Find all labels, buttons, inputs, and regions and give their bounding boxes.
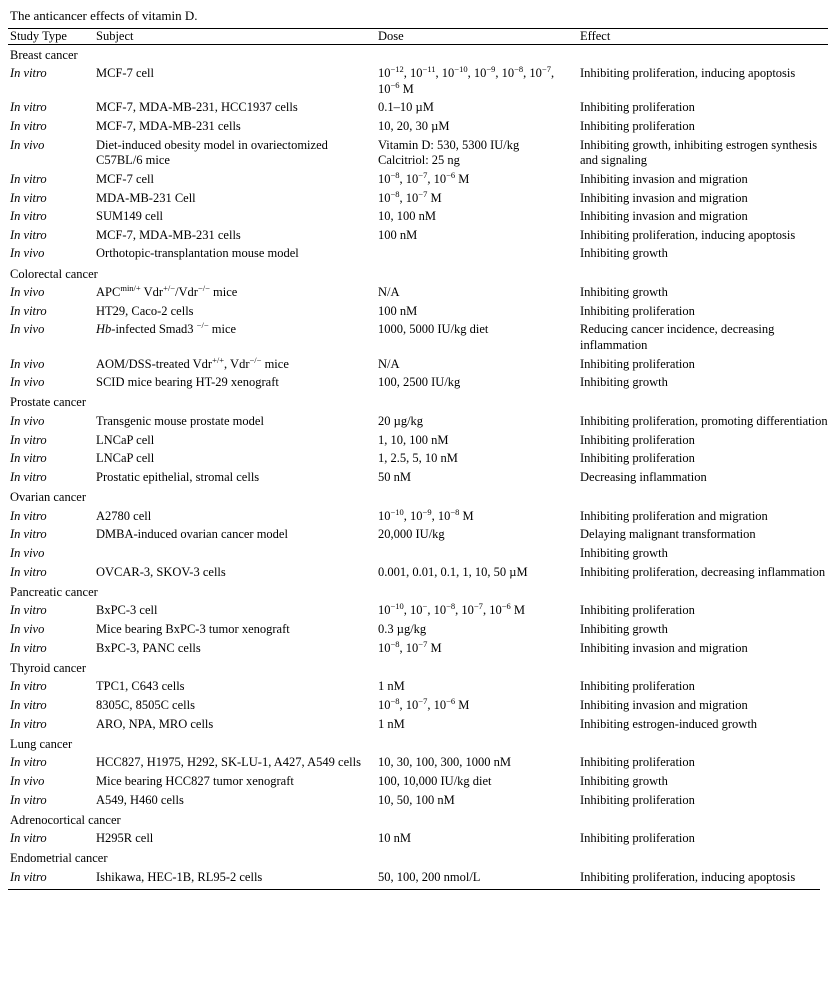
cell-effect: Inhibiting estrogen-induced growth [580,716,758,731]
group-label: Lung cancer [10,736,73,751]
cell-effect: Inhibiting invasion and migration [580,209,748,224]
cell-effect: Inhibiting proliferation and migration [580,508,768,523]
cell-effect: Decreasing inflammation [580,469,707,484]
table-row [8,869,828,888]
cell-subject: A549, H460 cells [96,792,184,807]
cell-subject: Diet-induced obesity model in ovariectomized C57BL/6 mice [96,137,328,168]
cell-effect: Inhibiting growth [580,621,668,636]
cell-subject: Ishikawa, HEC-1B, RL95-2 cells [96,870,263,885]
cell-dose: N/A [378,285,400,300]
table-row [8,136,828,170]
cell-study-type: In vivo [10,322,45,337]
table-group-row [8,810,828,830]
cell-dose: 10, 50, 100 nM [378,792,455,807]
cell-study-type: In vitro [10,870,47,885]
table-group-row [8,487,828,507]
cell-subject: Orthotopic-transplantation mouse model [96,246,299,261]
cell-study-type: In vivo [10,773,45,788]
cell-effect: Inhibiting proliferation [580,451,695,466]
cell-effect: Inhibiting proliferation [580,119,695,134]
table-group-row [8,582,828,602]
cell-dose: 0.3 µg/kg [378,621,427,636]
cell-study-type: In vitro [10,697,47,712]
cell-dose: Vitamin D: 530, 5300 IU/kg Calcitriol: 25 ng [378,137,520,168]
table-caption: The anticancer effects of vitamin D. [10,8,198,23]
cell-dose: 50 nM [378,469,411,484]
cell-dose: 100 nM [378,227,418,242]
cell-subject: TPC1, C643 cells [96,679,185,694]
table-row [8,245,828,264]
cell-study-type: In vitro [10,679,47,694]
cell-effect: Inhibiting proliferation [580,432,695,447]
cell-effect: Inhibiting proliferation [580,679,695,694]
cell-study-type: In vitro [10,100,47,115]
cell-dose: 50, 100, 200 nmol/L [378,870,481,885]
table-group-row [8,848,828,868]
table-row [8,639,828,658]
table-group-row [8,44,828,65]
cell-study-type: In vitro [10,469,47,484]
cell-study-type: In vivo [10,375,45,390]
table-group-row [8,658,828,678]
cell-dose: $10^{-8}$, $10^{-7}$ M [378,188,442,205]
table-row [8,450,828,469]
cell-subject: MCF-7, MDA-MB-231 cells [96,227,241,242]
group-label: Colorectal cancer [10,266,98,281]
cell-subject [88,544,376,563]
table-row [8,374,828,393]
table-row [8,526,828,545]
table-group-row [8,392,828,412]
table-row [8,65,828,99]
cell-dose: $10^{-8}$, $10^{-7}$, $10^{-6}$ M [378,169,470,186]
group-label: Thyroid cancer [10,660,87,675]
cell-dose: 1 nM [378,679,405,694]
cell-dose [376,544,578,563]
cell-study-type: In vitro [10,831,47,846]
cell-dose: N/A [378,356,400,371]
cell-study-type: In vitro [10,716,47,731]
table-row [8,413,828,432]
cell-subject: BxPC-3 cell [96,603,158,618]
cell-subject: MDA-MB-231 Cell [96,190,196,205]
cell-subject: DMBA-induced ovarian cancer model [96,527,288,542]
table-row [8,170,828,189]
cell-dose: $10^{-10}$, 10−, $10^{-8}$, $10^{-7}$, $10^{-6}$ M [378,601,525,618]
cell-dose: 20,000 IU/kg [378,527,445,542]
cell-subject: A2780 cell [96,508,152,523]
table-row [8,544,828,563]
cell-study-type: In vitro [10,227,47,242]
column-header-study-type: Study Type [8,28,88,44]
cell-effect: Inhibiting proliferation [580,356,695,371]
cell-dose: 10, 30, 100, 300, 1000 nM [378,755,511,770]
cell-study-type: In vitro [10,451,47,466]
group-label: Adrenocortical cancer [10,812,121,827]
table-group-row [8,734,828,754]
cell-study-type: In vitro [10,66,47,81]
cell-study-type: In vivo [10,414,45,429]
table-row [8,208,828,227]
cell-effect: Reducing cancer incidence, decreasing inflammation [580,322,775,353]
table-row [8,507,828,526]
group-label: Breast cancer [10,47,78,62]
table-row [8,431,828,450]
column-header-subject: Subject [88,28,376,44]
cell-subject: BxPC-3, PANC cells [96,640,201,655]
cell-study-type: In vitro [10,303,47,318]
group-label: Prostate cancer [10,395,87,410]
cell-effect: Inhibiting proliferation, decreasing inflammation [580,564,826,579]
cell-dose: 20 µg/kg [378,414,424,429]
table-row [8,620,828,639]
cell-subject: HCC827, H1975, H292, SK-LU-1, A427, A549 cells [96,755,361,770]
cell-dose: $10^{-8}$, $10^{-7}$ M [378,638,442,655]
cell-effect: Inhibiting proliferation [580,755,695,770]
cell-effect: Inhibiting proliferation [580,100,695,115]
cell-dose: 10, 20, 30 µM [378,119,450,134]
cell-dose: $10^{-12}$, $10^{-11}$, $10^{-10}$, $10^{-9}$, $10^{-8}$, $10^{-7}$, $10^{-6}$ M [378,64,555,96]
cell-subject: Hb-infected Smad3 −/− mice [96,320,237,337]
cell-effect: Inhibiting growth, inhibiting estrogen synthesis and signaling [580,137,818,168]
cell-effect: Inhibiting proliferation, promoting differentiation [580,414,828,429]
group-label: Endometrial cancer [10,851,108,866]
table-row [8,99,828,118]
cell-subject: MCF-7 cell [96,171,154,186]
cell-dose: 100, 10,000 IU/kg diet [378,773,492,788]
table-row [8,355,828,374]
cell-study-type: In vitro [10,171,47,186]
cell-study-type: In vitro [10,564,47,579]
cell-effect: Inhibiting proliferation [580,303,695,318]
cell-dose: 100 nM [378,303,418,318]
cell-study-type: In vitro [10,432,47,447]
table-row [8,284,828,303]
cell-study-type: In vitro [10,755,47,770]
cell-dose: 0.1–10 µM [378,100,434,115]
cell-study-type: In vivo [10,285,45,300]
table-row [8,696,828,715]
cell-subject: Transgenic mouse prostate model [96,414,264,429]
cell-dose [376,245,578,264]
table-row [8,118,828,137]
cell-effect: Inhibiting invasion and migration [580,171,748,186]
cell-effect: Inhibiting proliferation [580,792,695,807]
cell-dose: $10^{-10}$, $10^{-9}$, $10^{-8}$ M [378,506,474,523]
cell-study-type: In vivo [10,356,45,371]
cell-dose: 1, 10, 100 nM [378,432,449,447]
cell-subject: ARO, NPA, MRO cells [96,716,214,731]
cell-subject: SUM149 cell [96,209,164,224]
cell-effect: Inhibiting growth [580,246,668,261]
cell-study-type: In vivo [10,137,45,152]
cell-subject: LNCaP cell [96,451,155,466]
cell-subject: LNCaP cell [96,432,155,447]
cell-effect: Inhibiting invasion and migration [580,697,748,712]
cell-study-type: In vitro [10,527,47,542]
cell-effect: Inhibiting invasion and migration [580,640,748,655]
cell-study-type: In vitro [10,792,47,807]
table-row [8,791,828,810]
column-header-effect: Effect [578,28,828,44]
cell-dose: 10, 100 nM [378,209,436,224]
table-row [8,302,828,321]
cell-study-type: In vitro [10,640,47,655]
cell-effect: Inhibiting proliferation [580,603,695,618]
table-row [8,772,828,791]
table-body [8,44,828,887]
cell-subject: MCF-7, MDA-MB-231, HCC1937 cells [96,100,298,115]
cell-effect: Inhibiting growth [580,285,668,300]
cell-effect: Inhibiting growth [580,375,668,390]
group-label: Ovarian cancer [10,490,86,505]
cell-subject: OVCAR-3, SKOV-3 cells [96,564,226,579]
cell-study-type: In vitro [10,119,47,134]
cell-study-type: In vivo [10,545,45,560]
cell-dose: 10 nM [378,831,411,846]
cell-dose: 100, 2500 IU/kg [378,375,461,390]
table-row [8,678,828,697]
table-row [8,563,828,582]
cell-effect: Inhibiting proliferation [580,831,695,846]
cell-effect: Delaying malignant transformation [580,527,756,542]
cell-effect: Inhibiting proliferation, inducing apoptosis [580,227,796,242]
anticancer-effects-table [8,28,828,888]
cell-dose: 1000, 5000 IU/kg diet [378,322,489,337]
cell-subject: HT29, Caco-2 cells [96,303,194,318]
cell-subject: Prostatic epithelial, stromal cells [96,469,260,484]
table-row [8,321,828,355]
cell-subject: MCF-7, MDA-MB-231 cells [96,119,241,134]
group-label: Pancreatic cancer [10,584,98,599]
table-row [8,602,828,621]
table-row [8,754,828,773]
cell-subject: Mice bearing BxPC-3 tumor xenograft [96,621,290,636]
table-header-row [8,28,828,44]
table-head [8,28,828,44]
cell-effect: Inhibiting invasion and migration [580,190,748,205]
cell-effect: Inhibiting proliferation, inducing apoptosis [580,66,796,81]
table-row [8,830,828,849]
cell-study-type: In vivo [10,621,45,636]
cell-effect: Inhibiting growth [580,773,668,788]
cell-effect: Inhibiting proliferation, inducing apoptosis [580,870,796,885]
column-header-dose: Dose [376,28,578,44]
cell-study-type: In vitro [10,209,47,224]
table-row [8,715,828,734]
cell-subject: 8305C, 8505C cells [96,697,195,712]
table-row [8,226,828,245]
cell-subject: H295R cell [96,831,154,846]
cell-study-type: In vitro [10,508,47,523]
cell-dose: $10^{-8}$, $10^{-7}$, $10^{-6}$ M [378,695,470,712]
cell-subject: MCF-7 cell [96,66,154,81]
table-group-row [8,264,828,284]
cell-effect: Inhibiting growth [580,545,668,560]
cell-dose: 0.001, 0.01, 0.1, 1, 10, 50 µM [378,564,528,579]
cell-dose: 1 nM [378,716,405,731]
cell-subject: $APC^{min/+}$ Vdr+/−/Vdr−/− mice [96,283,238,300]
cell-study-type: In vitro [10,190,47,205]
cell-subject: Mice bearing HCC827 tumor xenograft [96,773,294,788]
cell-study-type: In vitro [10,603,47,618]
cell-study-type: In vivo [10,246,45,261]
cell-dose: 1, 2.5, 5, 10 nM [378,451,458,466]
cell-subject: AOM/DSS-treated Vdr+/+, Vdr−/− mice [96,354,289,371]
table-row [8,468,828,487]
table-row [8,189,828,208]
table-bottom-rule [8,889,820,890]
cell-subject: SCID mice bearing HT-29 xenograft [96,375,279,390]
